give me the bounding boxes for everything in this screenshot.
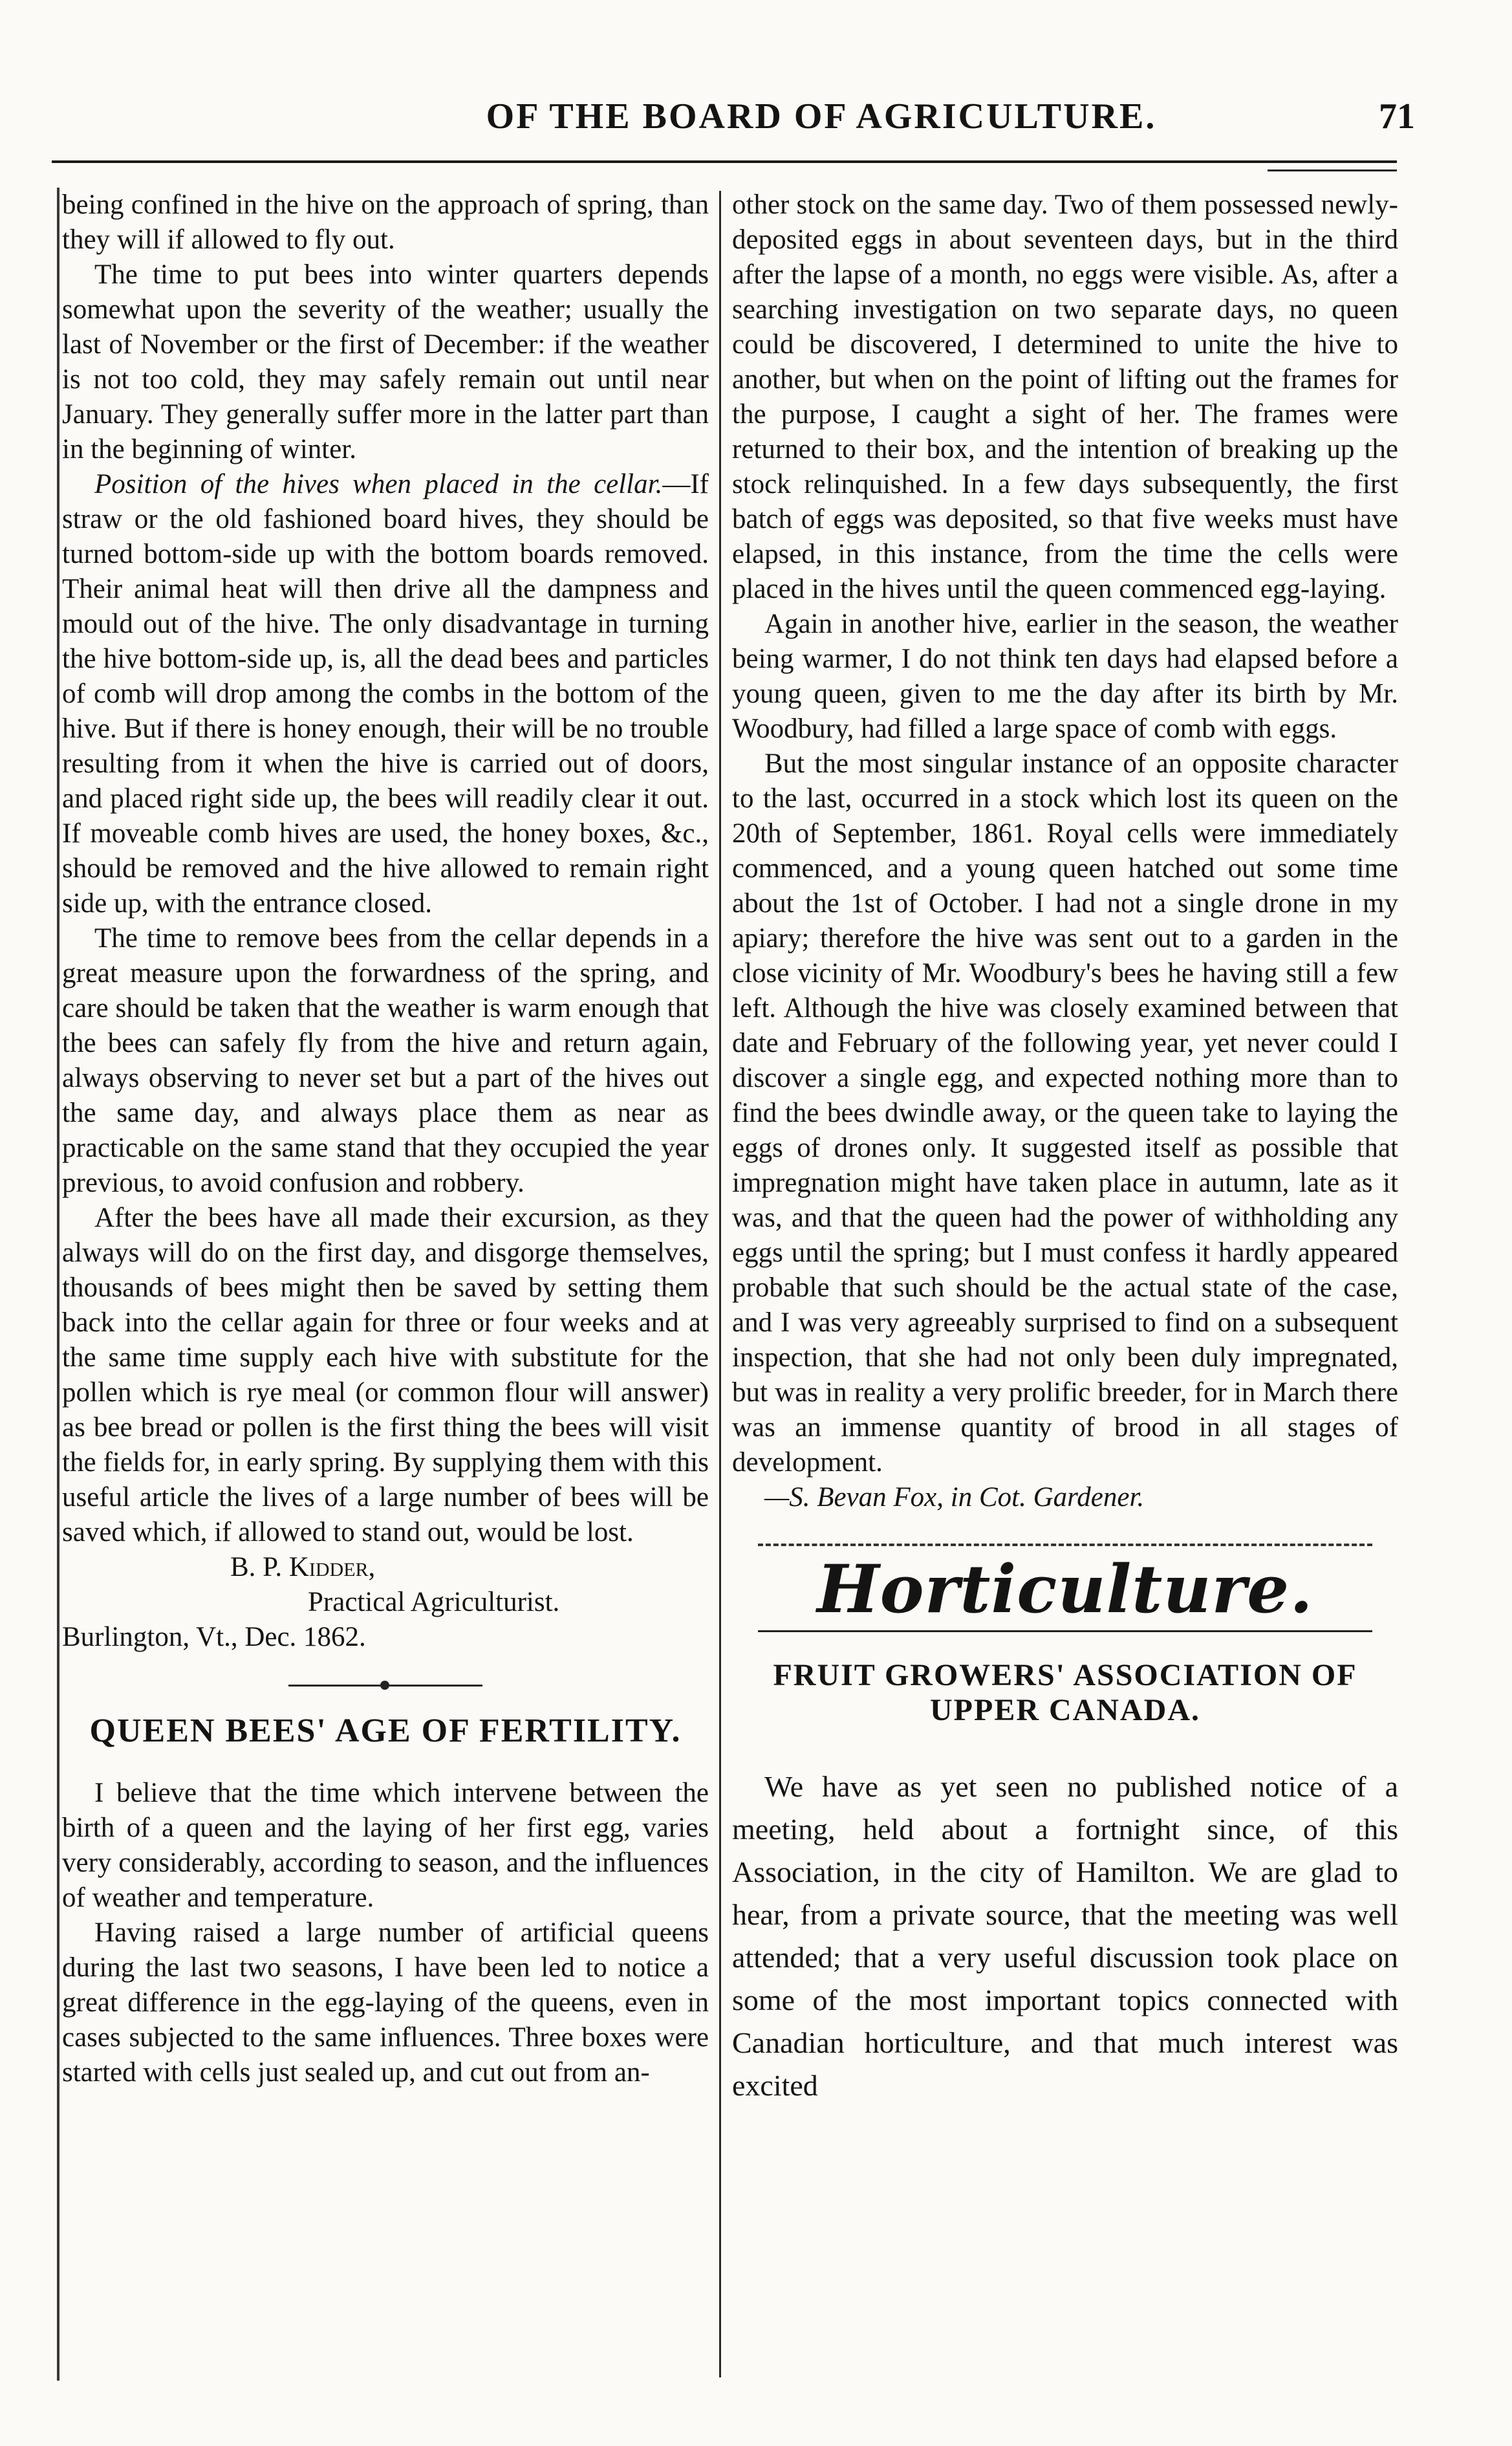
signature-name: B. P. Kidder, — [230, 1552, 376, 1582]
page-header — [0, 96, 1512, 154]
binding-edge — [57, 188, 59, 2381]
paragraph: I believe that the time which intervene between the birth of a queen and the laying of her first egg, varies very considerably, according to season, and the influences of weather and temperature. — [62, 1778, 709, 1913]
paragraph: After the bees have all made their excursion, as they always will do on the first day, and disgorge themselves, thousands of bees might then be saved by setting them back into the cellar again for three or four weeks and at the same time supply each hive with substitute for the pollen which is rye meal (or common flour will answer) as bee bread or pollen is the first thing the bees will visit the fields for, in early spring. By supplying them with this useful article the lives of a large number of bees will be saved which, if allowed to stand out, would be lost. — [62, 1203, 709, 1547]
section-title: FRUIT GROWERS' ASSOCIATION OF UPPER CANADA. — [773, 1658, 1357, 1727]
page-number: 71 — [1379, 96, 1415, 136]
paragraph: But the most singular instance of an opposite character to the last, occurred in a stock which lost its queen on the 20th of September, 1861. Royal cells were immediately commenced, and a young queen hatched out some time about the 1st of October. I had not a single drone in my apiary; therefore the hive was sent out to a garden in the close vicinity of Mr. Woodbury's bees he having still a few left. Although the hive was closely examined between that date and February of the following year, yet never could I discover a single egg, and expected nothing more than to find the bees dwindle away, or the queen take to laying the eggs of drones only. It suggested itself as possible that impregnation might have taken place in autumn, late as it was, and that the queen had the power of withholding any eggs until the spring; but I must confess it hardly appeared probable that such should be the actual state of the case, and I was very agreeably surprised to find on a subsequent inspection, that she had not only been duly impregnated, but was in reality a very prolific breeder, for in March there was an immense quantity of brood in all stages of development. — [732, 748, 1398, 1478]
right-column — [732, 188, 1398, 2107]
paragraph: Having raised a large number of artificial queens during the last two seasons, I have been led to notice a great difference in the egg-laying of the queens, even in cases subjected to the same influences. Three boxes were started with cells just sealed up, and cut out from an- — [62, 1917, 709, 2088]
paragraph-position — [62, 467, 709, 921]
header-rule — [52, 160, 1397, 163]
header-rule-short — [1268, 169, 1397, 171]
paragraph: The time to put bees into winter quarters depends somewhat upon the severity of the weather; usually the last of November or the first of December: if the weather is not too cold, they may safely remain out until near January. They generally suffer more in the latter part than in the beginning of winter. — [62, 259, 709, 464]
paragraph: The time to remove bees from the cellar depends in a great measure upon the forwardness of the spring, and care should be taken that the weather is warm enough that the bees can safely fly from the hive and return again, always observing to never set but a part of the hives out the same day, and always place them as near as practicable on the same stand that they occupied the year previous, to avoid confusion and robbery. — [62, 923, 709, 1198]
dashed-divider — [758, 1544, 1372, 1546]
paragraph-lead: Position of the hives when placed in the cellar. — [94, 469, 663, 499]
running-title: OF THE BOARD OF AGRICULTURE. — [486, 96, 1157, 136]
ornament-divider — [288, 1685, 482, 1687]
column-divider — [719, 191, 721, 2377]
department-heading: Horticulture. — [817, 1551, 1313, 1628]
left-column — [62, 188, 709, 2090]
section-rule — [758, 1630, 1372, 1632]
paragraph: Again in another hive, earlier in the season, the weather being warmer, I do not think ten days had elapsed before a young queen, given to me the day after its birth by Mr. Woodbury, had filled a large space of comb with eggs. — [732, 609, 1398, 744]
section-title: QUEEN BEES' AGE OF FERTILITY. — [89, 1712, 682, 1749]
paragraph: being confined in the hive on the approach of spring, than they will if allowed to fly out. — [62, 190, 709, 255]
paragraph: We have as yet seen no published notice of a meeting, held about a fortnight since, of this Association, in the city of Hamilton. We are glad to hear, from a private source, that the meeting was well attended; that a very useful discussion took place on some of the most important topics connected with Canadian horticulture, and that much interest was excited — [732, 1770, 1398, 2102]
signature-place: Burlington, Vt., Dec. 1862. — [62, 1622, 366, 1652]
signature-title: Practical Agriculturist. — [308, 1587, 560, 1617]
paragraph-body: —If straw or the old fashioned board hives, they should be turned bottom-side up with the bottom boards removed. Their animal heat will then drive all the dampness and mould out of the hive. The only disadvantage in turning the hive bottom-side up, is, all the dead bees and particles of comb will drop among the combs in the bottom of the hive. But if there is honey enough, their will be no trouble resulting from it when the hive is carried out of doors, and placed right side up, the bees will readily clear it out. If moveable comb hives are used, the honey boxes, &c., should be removed and the hive allowed to remain right side up, with the entrance closed. — [62, 469, 709, 919]
paragraph: other stock on the same day. Two of them possessed newly-deposited eggs in about seventeen days, but in the third after the lapse of a month, no eggs were visible. As, after a searching investigation on two separate days, no queen could be discovered, I determined to unite the hive to another, but when on the point of lifting out the frames for the purpose, I caught a sight of her. The frames were returned to their box, and the intention of breaking up the stock relinquished. In a few days subsequently, the first batch of eggs was deposited, so that five weeks must have elapsed, in this instance, from the time the cells were placed in the hives until the queen commenced egg-laying. — [732, 190, 1398, 604]
article-signoff: —S. Bevan Fox, in Cot. Gardener. — [764, 1482, 1145, 1512]
